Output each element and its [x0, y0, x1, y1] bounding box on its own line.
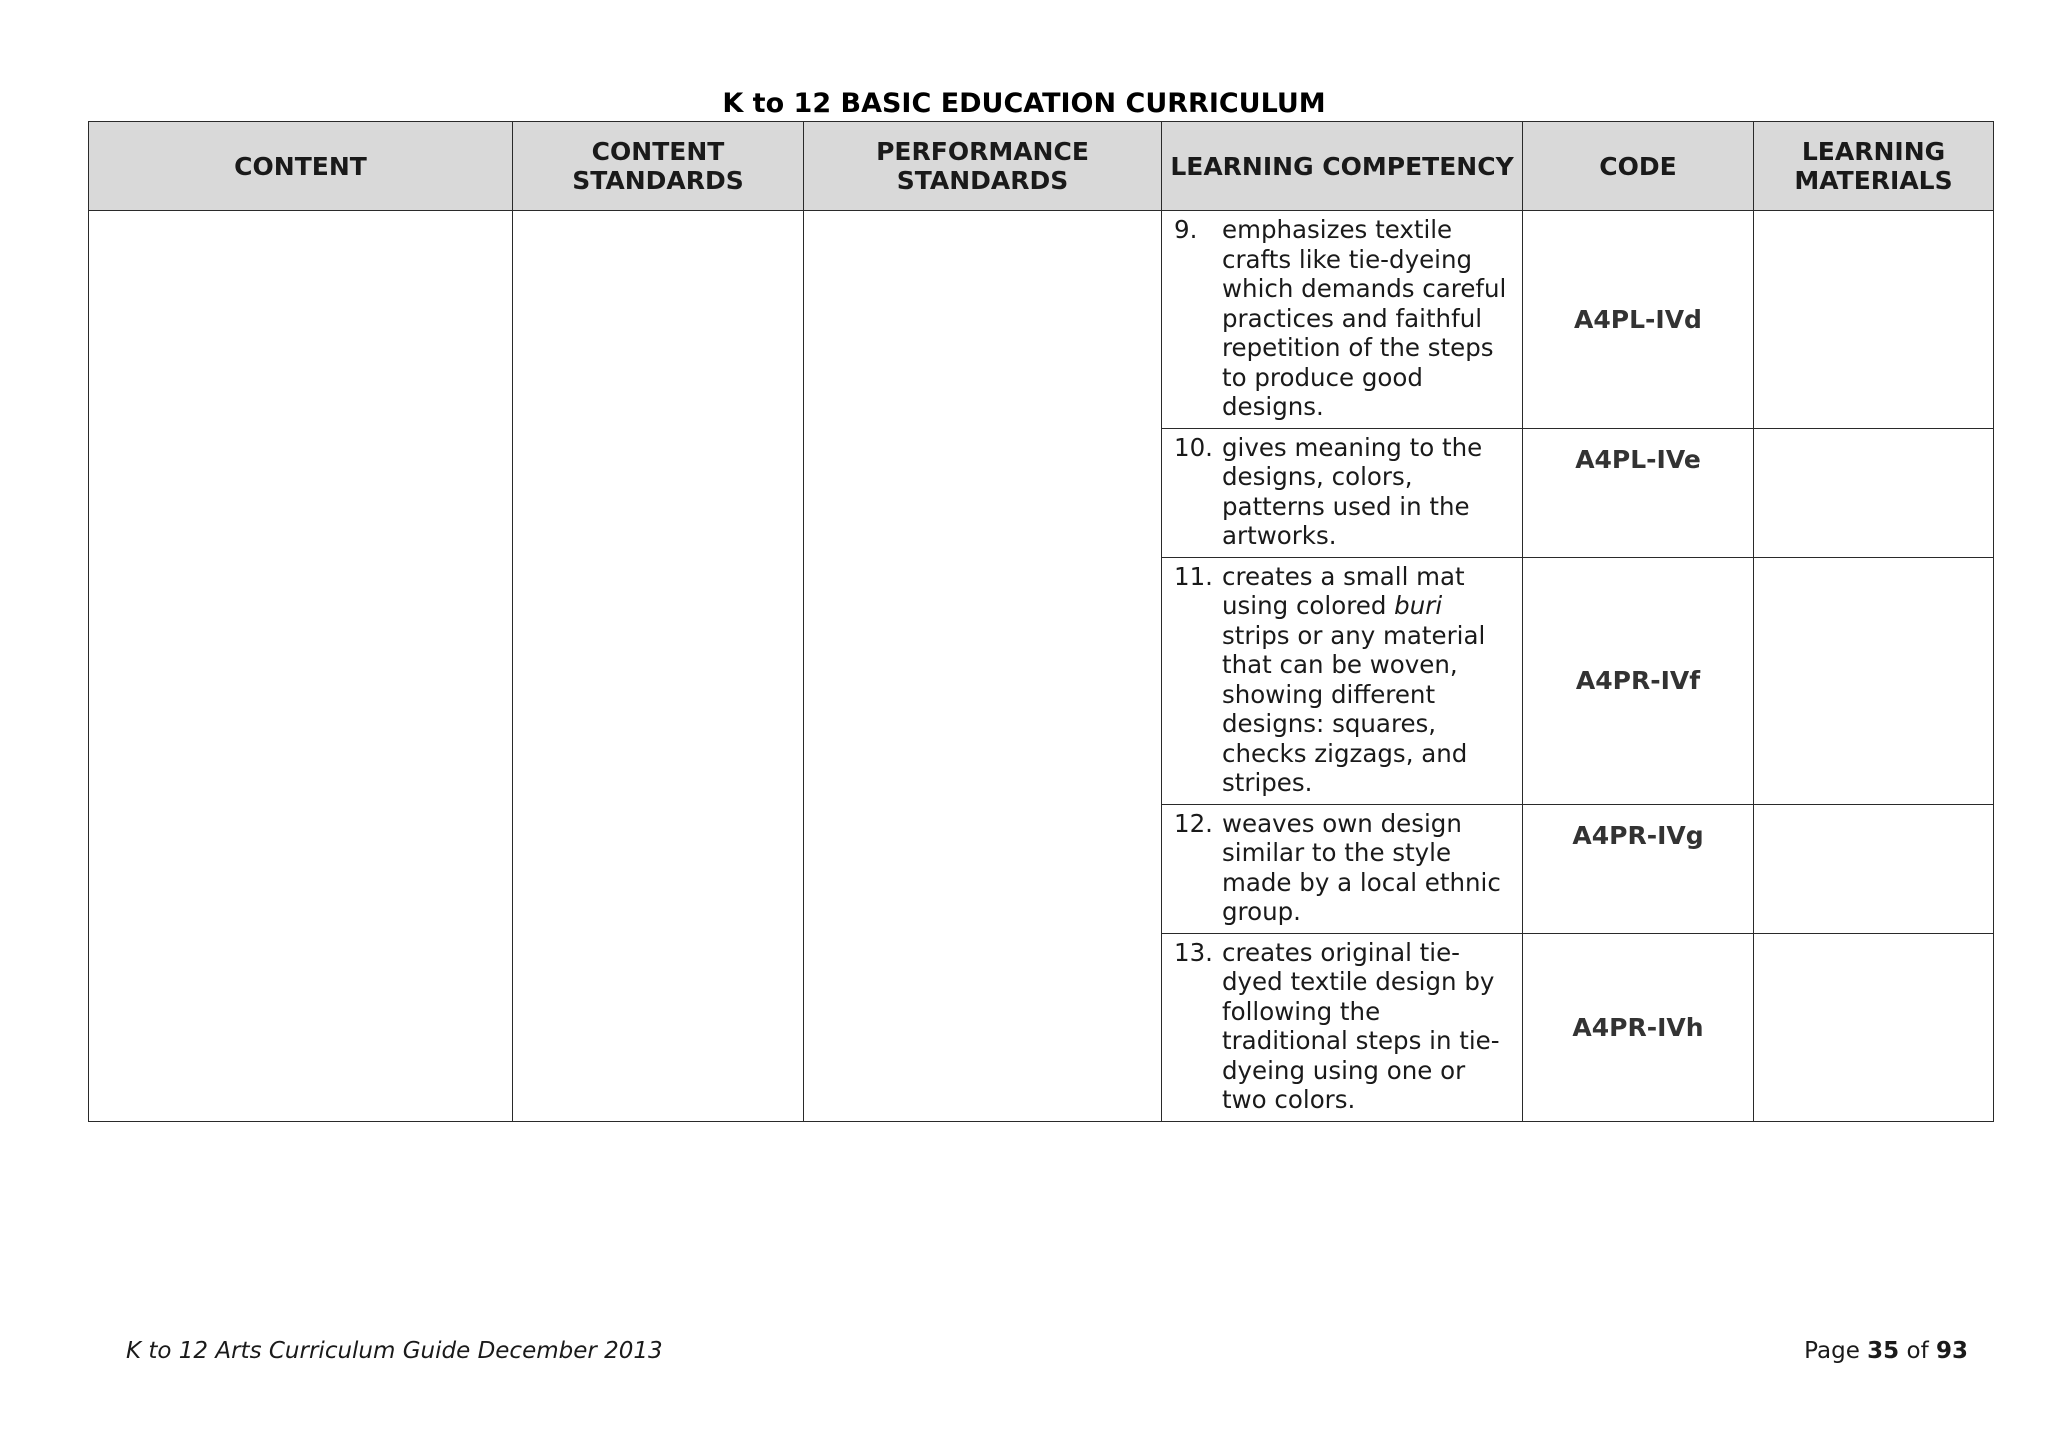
materials-cell [1754, 804, 1994, 933]
header-row [89, 122, 1994, 211]
header-performance-standards: PERFORMANCE STANDARDS [804, 122, 1162, 211]
code-cell: A4PL-IVe [1523, 428, 1754, 557]
competency-number: 10. [1174, 432, 1213, 462]
code-cell: A4PL-IVd [1523, 211, 1754, 429]
competency-number: 11. [1174, 561, 1213, 591]
curriculum-table [88, 121, 1994, 1122]
competency-cell [1162, 557, 1523, 804]
document-title: K to 12 BASIC EDUCATION CURRICULUM [722, 88, 1326, 119]
competency-number: 13. [1174, 937, 1213, 967]
page-number: Page 35 of 93 [1804, 1338, 1968, 1364]
code-cell: A4PR-IVf [1523, 557, 1754, 804]
content-standards-cell [513, 211, 804, 1122]
competency-cell [1162, 211, 1523, 429]
header-code: CODE [1523, 122, 1754, 211]
competency-text: weaves own design similar to the style made by a local ethnic group. [1222, 808, 1501, 926]
performance-standards-cell [804, 211, 1162, 1122]
materials-cell [1754, 211, 1994, 429]
code-cell: A4PR-IVg [1523, 804, 1754, 933]
competency-cell [1162, 428, 1523, 557]
header-learning-competency: LEARNING COMPETENCY [1162, 122, 1523, 211]
competency-cell [1162, 804, 1523, 933]
materials-cell [1754, 428, 1994, 557]
competency-text: emphasizes textile crafts like tie-dyeing which demands careful practices and faithful repetition of the steps to produce good designs. [1222, 215, 1507, 421]
header-content-standards: CONTENT STANDARDS [513, 122, 804, 211]
materials-cell [1754, 933, 1994, 1121]
materials-cell [1754, 557, 1994, 804]
code-cell: A4PR-IVh [1523, 933, 1754, 1121]
competency-text: creates a small mat using colored buri strips or any material that can be woven, showing different designs: squares, checks zigzags, and stripes. [1222, 561, 1486, 797]
header-learning-materials: LEARNING MATERIALS [1754, 122, 1994, 211]
table-row [89, 211, 1994, 429]
content-cell [89, 211, 513, 1122]
header-content: CONTENT [89, 122, 513, 211]
competency-number: 12. [1174, 808, 1213, 838]
footer-guide-title: K to 12 Arts Curriculum Guide December 2013 [126, 1338, 663, 1364]
competency-number: 9. [1174, 215, 1198, 244]
competency-text: gives meaning to the designs, colors, patterns used in the artworks. [1222, 432, 1483, 550]
competency-text: creates original tie-dyed textile design by following the traditional steps in tie-dyeing using one or two colors. [1222, 937, 1500, 1114]
competency-cell [1162, 933, 1523, 1121]
